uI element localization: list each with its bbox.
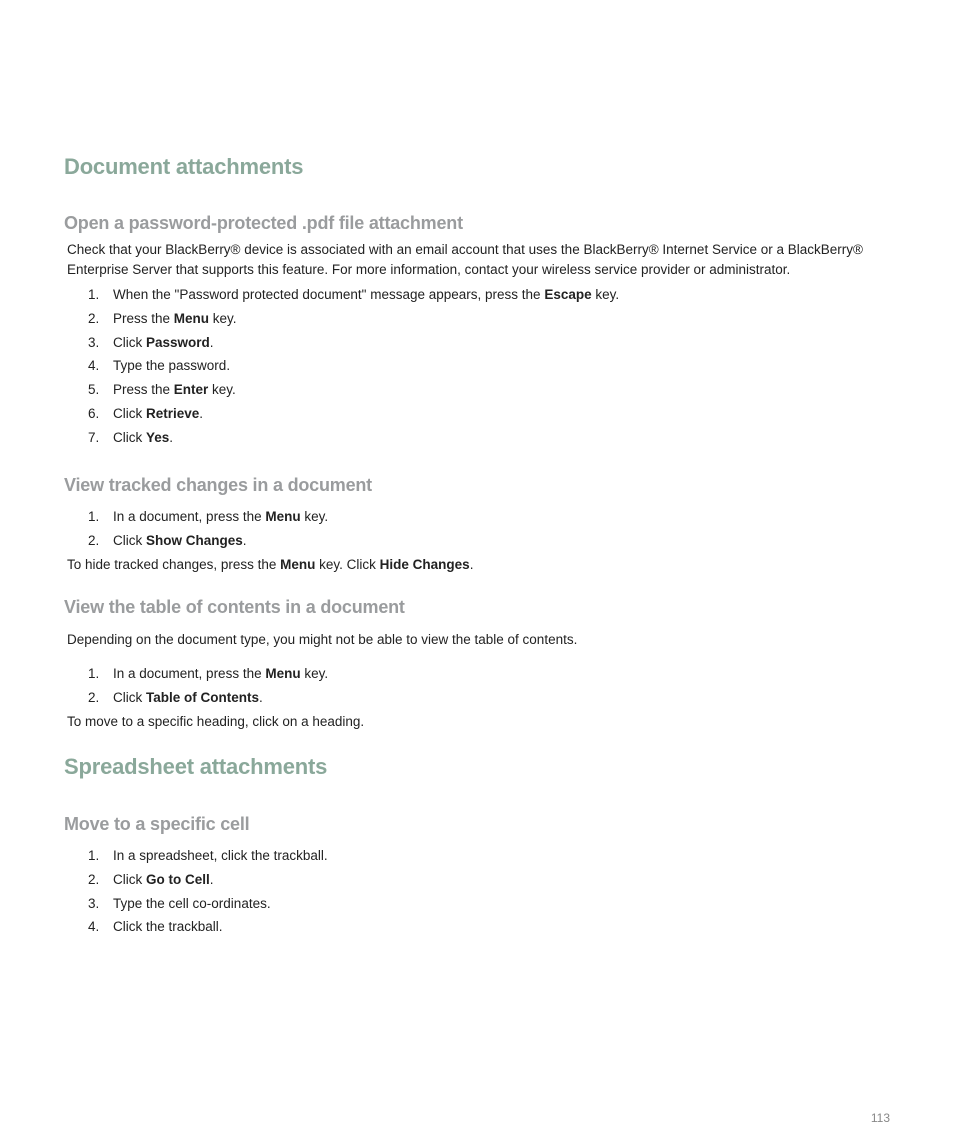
list-item: 1. In a spreadsheet, click the trackball. xyxy=(88,848,328,863)
list-item: 3. Click Password. xyxy=(88,334,214,350)
list-item: 1. In a document, press the Menu key. xyxy=(88,666,329,681)
list-item: 1. When the "Password protected document" message appears, press the Escape key. xyxy=(88,287,620,302)
list-item: 2. Click Show Changes. xyxy=(88,532,247,548)
steps-open-password-pdf xyxy=(84,283,619,450)
intro-line-1: Check that your BlackBerry® device is associated with an email account that uses the BlackBerry® Internet Service or a BlackBerry® xyxy=(67,242,863,257)
list-item: 2. Press the Menu key. xyxy=(88,310,237,326)
list-item: 7. Click Yes. xyxy=(88,429,174,445)
list-item: 1. In a document, press the Menu key. xyxy=(88,509,329,524)
list-item: 5. Press the Enter key. xyxy=(88,382,236,398)
section-title-document-attachments: Document attachments xyxy=(64,154,304,179)
steps-move-to-cell xyxy=(84,844,328,939)
heading-view-table-of-contents: View the table of contents in a document xyxy=(64,597,405,617)
section-title-spreadsheet-attachments: Spreadsheet attachments xyxy=(64,754,328,779)
heading-view-tracked-changes: View tracked changes in a document xyxy=(64,475,372,495)
note-hide-tracked-changes: To hide tracked changes, press the Menu key. Click Hide Changes. xyxy=(67,557,474,572)
page-number: 113 xyxy=(870,1111,890,1125)
list-item: 6. Click Retrieve. xyxy=(88,405,204,421)
intro-open-password-pdf xyxy=(67,240,887,280)
intro-line-2: Enterprise Server that supports this feature. For more information, contact your wireless service provider or administrator. xyxy=(67,262,791,277)
steps-view-tracked-changes xyxy=(84,505,328,553)
list-item: 2. Click Go to Cell. xyxy=(88,871,214,887)
list-item: 3. Type the cell co-ordinates. xyxy=(88,895,271,911)
intro-view-table-of-contents: Depending on the document type, you might not be able to view the table of contents. xyxy=(67,632,578,647)
list-item: 4. Click the trackball. xyxy=(88,919,223,935)
heading-open-password-pdf: Open a password-protected .pdf file attachment xyxy=(64,213,463,233)
note-move-to-heading: To move to a specific heading, click on a heading. xyxy=(67,714,365,729)
list-item: 4. Type the password. xyxy=(88,358,231,374)
list-item: 2. Click Table of Contents. xyxy=(88,689,263,705)
steps-view-table-of-contents xyxy=(84,662,328,710)
heading-move-to-cell: Move to a specific cell xyxy=(64,814,250,834)
